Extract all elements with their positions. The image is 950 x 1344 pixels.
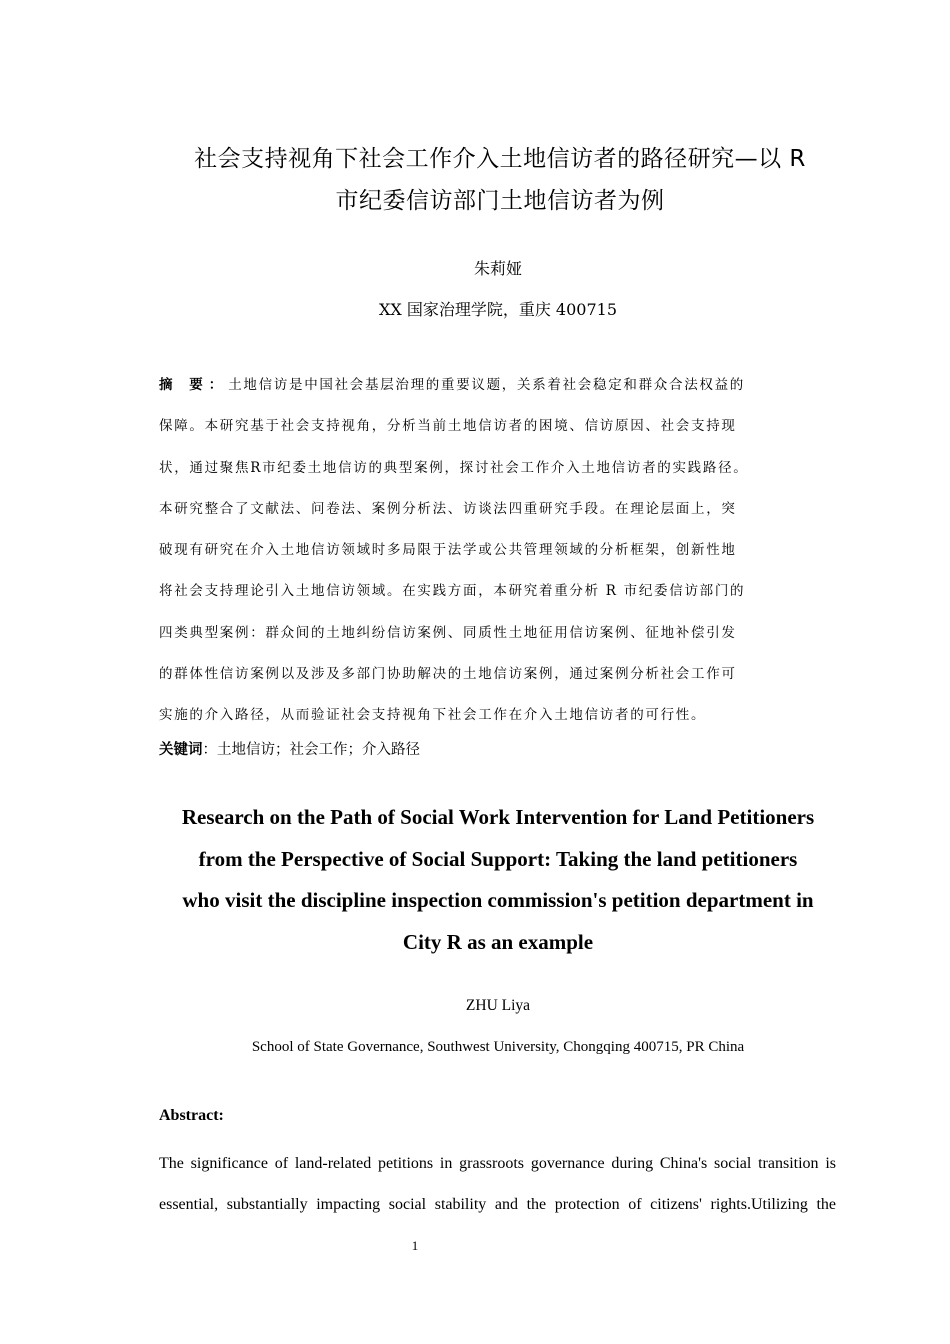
chinese-title-line: 市纪委信访部门土地信访者为例 [335, 188, 665, 214]
english-title-line: Research on the Path of Social Work Intervention for Land Petitioners [181, 805, 815, 829]
abstract-text: 土地信访是中国社会基层治理的重要议题，关系着社会稳定和群众合法权益的 [228, 377, 746, 393]
abstract-line: 破现有研究在介入土地信访领域时多局限于法学或公共管理领域的分析框架，创新性地 [159, 542, 737, 559]
chinese-author: 朱莉娅 [473, 259, 522, 278]
abstract-line: 状，通过聚焦R市纪委土地信访的典型案例，探讨社会工作介入土地信访者的实践路径。 [159, 459, 749, 476]
chinese-abstract-label: 摘 要： [159, 377, 229, 393]
abstract-line: 四类典型案例：群众间的土地纠纷信访案例、同质性土地征用信访案例、征地补偿引发 [159, 624, 737, 641]
chinese-keywords [159, 738, 809, 759]
chinese-title-line: 社会支持视角下社会工作介入土地信访者的路径研究—以 R [194, 146, 806, 172]
english-title-line: from the Perspective of Social Support: Taking the land petitioners [198, 846, 798, 871]
english-abstract-label: Abstract: [159, 1107, 224, 1124]
chinese-abstract [159, 365, 809, 737]
chinese-title [150, 138, 850, 222]
english-abstract [159, 1143, 836, 1225]
english-affiliation: School of State Governance, Southwest University, Chongqing 400715, PR China [251, 1039, 745, 1055]
english-title [150, 797, 846, 964]
abstract-line [159, 365, 809, 406]
abstract-line: 保障。本研究基于社会支持视角，分析当前土地信访者的困境、信访原因、社会支持现 [159, 418, 737, 435]
keywords-label: 关键词 [159, 742, 203, 758]
english-author: ZHU Liya [465, 997, 531, 1014]
page-number: 1 [411, 1238, 419, 1253]
abstract-line: 将社会支持理论引入土地信访领域。在实践方面，本研究着重分析 R 市纪委信访部门的 [159, 583, 746, 600]
abstract-line: 实施的介入路径，从而验证社会支持视角下社会工作在介入土地信访者的可行性。 [159, 707, 707, 724]
english-abstract-line: The significance of land-related petitions in grassroots governance during China's social transition is [159, 1155, 836, 1172]
abstract-line: 本研究整合了文献法、问卷法、案例分析法、访谈法四重研究手段。在理论层面上，突 [159, 500, 737, 517]
keywords-text: ：土地信访；社会工作；介入路径 [202, 742, 420, 758]
english-title-line: who visit the discipline inspection commission's petition department in [182, 888, 814, 913]
english-abstract-line: essential, substantially impacting social stability and the protection of citizens' rights.Utilizing the [159, 1196, 836, 1213]
english-title-line: City R as an example [402, 930, 594, 955]
abstract-line: 的群体性信访案例以及涉及多部门协助解决的土地信访案例，通过案例分析社会工作可 [159, 666, 737, 683]
chinese-affiliation: XX 国家治理学院，重庆 400715 [378, 300, 618, 319]
